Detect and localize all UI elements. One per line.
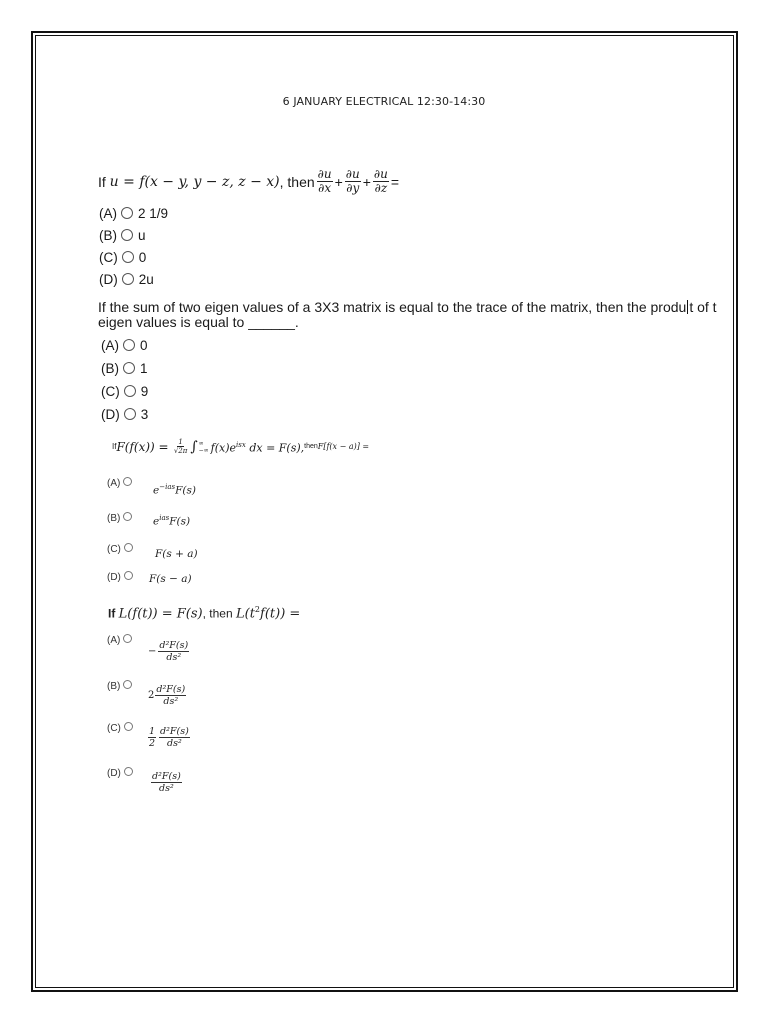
q3-tail: F[f(x − a)] = <box>317 441 370 451</box>
q3-option-a-value: $e^{-ias}F(s)$ <box>153 483 196 497</box>
radio-icon[interactable] <box>124 408 136 420</box>
q3-option-b-value: $e^{ias}F(s)$ <box>153 514 191 528</box>
q3-option-c-label[interactable]: (C) <box>107 543 139 555</box>
q2-option-c[interactable]: (C) 9 <box>101 384 149 399</box>
q1-prefix: If <box>98 173 106 190</box>
question-3-stem: If F(f(x)) = $\frac{1}{√2\pi}$ ∫ ∞ −∞ $f(x)e^{isx}$ dx = F(s), then F[f(x − a)] = <box>112 438 370 456</box>
q1-plus-1: + <box>334 173 343 190</box>
question-2-stem <box>98 300 717 330</box>
q4-option-b-value: 2 $\frac{\text{d²F(s)}}{\text{ds²}}$ <box>148 684 186 707</box>
q3-integral: ∫ ∞ −∞ <box>190 438 209 455</box>
radio-icon[interactable] <box>124 543 133 552</box>
q2-line-1: If the sum of two eigen values of a 3X3 matrix is equal to the trace of the matrix, then the produ <box>98 299 687 315</box>
q2-line-1-tail: t of t <box>689 299 717 315</box>
q3-option-d-value: F(s − a) <box>149 573 192 585</box>
radio-icon[interactable] <box>123 512 132 521</box>
radio-icon[interactable] <box>124 385 136 397</box>
q4-option-b-label[interactable]: (B) <box>107 680 138 692</box>
q1-option-b[interactable]: (B) u <box>99 228 146 243</box>
q1-partial-x: $\frac{\partial u}{\partial x}$ <box>317 167 332 195</box>
q2-option-b[interactable]: (B) 1 <box>101 361 148 376</box>
q2-line-2: eigen values is equal to ______. <box>98 314 299 330</box>
radio-icon[interactable] <box>123 477 132 486</box>
radio-icon[interactable] <box>124 767 133 776</box>
q2-option-a[interactable]: (A) 0 <box>101 338 148 353</box>
q1-option-d[interactable]: (D) 2u <box>99 272 154 287</box>
question-1-stem <box>98 168 399 195</box>
q4-option-a-value: − $\frac{\text{d²F(s)}}{\text{ds²}}$ <box>148 640 189 663</box>
q1-option-a[interactable]: (A) 2 1/9 <box>99 206 169 221</box>
radio-icon[interactable] <box>121 229 133 241</box>
radio-icon[interactable] <box>123 634 132 643</box>
q1-then: , then <box>279 173 315 190</box>
q1-option-c[interactable]: (C) 0 <box>99 250 147 265</box>
radio-icon[interactable] <box>124 722 133 731</box>
radio-icon[interactable] <box>123 362 135 374</box>
q2-option-d[interactable]: (D) 3 <box>101 407 149 422</box>
q1-plus-2: + <box>362 173 371 190</box>
radio-icon[interactable] <box>121 207 133 219</box>
q4-option-c-label[interactable]: (C) <box>107 722 139 734</box>
radio-icon[interactable] <box>122 251 134 263</box>
q3-coefficient: $\frac{1}{√2\pi}$ <box>173 438 188 456</box>
q1-partial-z: $\frac{\partial u}{\partial z}$ <box>373 167 388 195</box>
radio-icon[interactable] <box>122 273 134 285</box>
q3-option-a-label[interactable]: (A) <box>107 477 138 489</box>
q1-expression: u = f(x − y, y − z, z − x) <box>109 173 280 190</box>
q4-option-d-value: $\frac{\text{d²F(s)}}{\text{ds²}}$ <box>152 771 181 794</box>
q4-option-c-value: $\frac{1}{2}$ $\frac{\text{d²F(s)}}{\text{ds²}}$ <box>149 726 189 749</box>
radio-icon[interactable] <box>123 680 132 689</box>
document-header: 6 JANUARY ELECTRICAL 12:30-14:30 <box>282 95 486 108</box>
q3-lhs: F(f(x)) = <box>116 439 169 454</box>
radio-icon[interactable] <box>123 339 135 351</box>
q3-option-b-label[interactable]: (B) <box>107 512 138 524</box>
q3-then: then <box>304 442 318 450</box>
q4-option-a-label[interactable]: (A) <box>107 634 138 646</box>
question-4-stem: If L(f(t)) = F(s), then $L(t^2f(t))$ = <box>108 605 301 622</box>
q3-option-c-value: F(s + a) <box>155 548 198 560</box>
q3-integrand: $f(x)e^{isx}$ dx = F(s), <box>210 441 305 455</box>
q4-option-d-label[interactable]: (D) <box>107 767 139 779</box>
q1-equals: = <box>390 173 400 190</box>
q1-partial-y: $\frac{\partial u}{\partial y}$ <box>345 167 360 195</box>
q3-option-d-label[interactable]: (D) <box>107 571 139 583</box>
radio-icon[interactable] <box>124 571 133 580</box>
